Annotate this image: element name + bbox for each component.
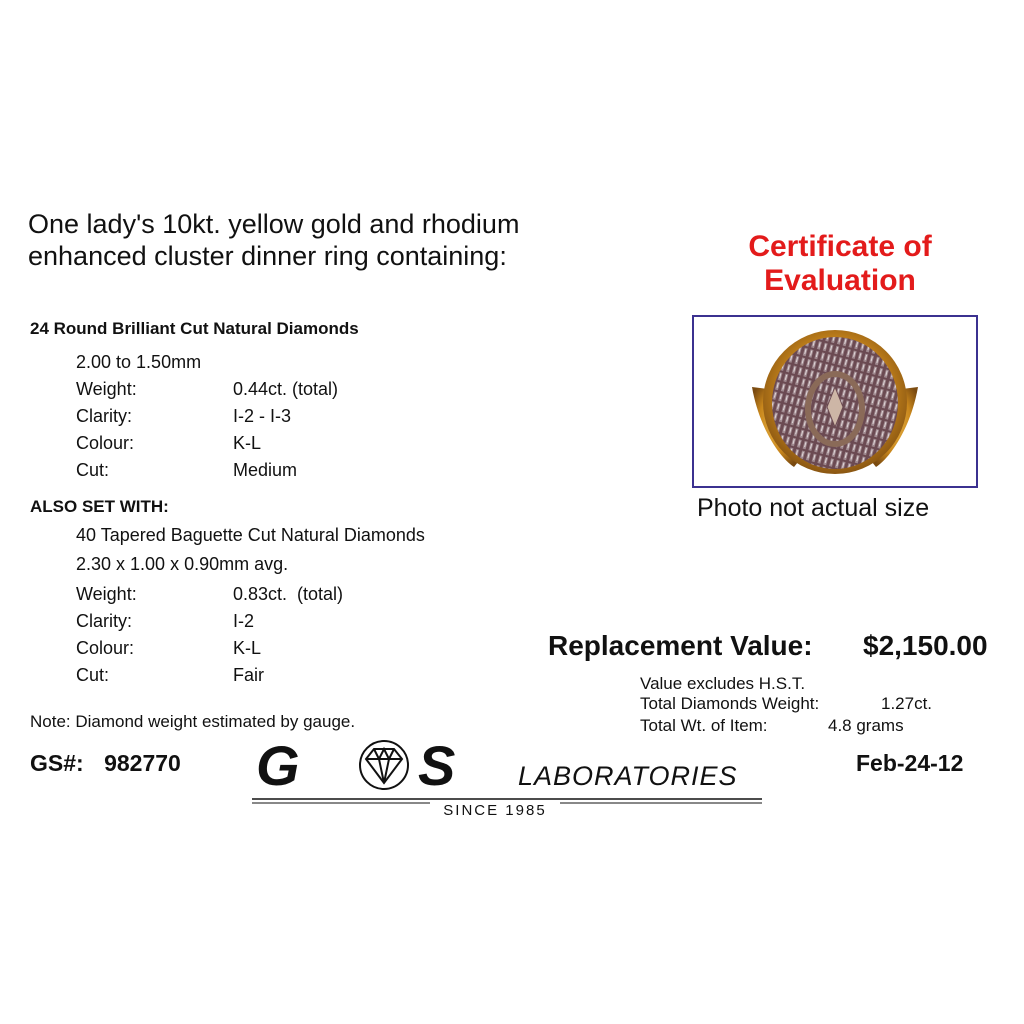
total-item-weight-value: 4.8 grams <box>828 716 904 735</box>
logo-since: SINCE 1985 <box>443 802 547 819</box>
certificate-date: Feb-24-12 <box>856 750 964 776</box>
primary-weight-row <box>0 379 500 403</box>
diamond-icon <box>360 741 408 789</box>
secondary-diamonds-subtitle: 40 Tapered Baguette Cut Natural Diamonds <box>76 525 425 545</box>
secondary-diamonds-size: 2.30 x 1.00 x 0.90mm avg. <box>76 554 289 574</box>
logo-letter-s: S <box>418 735 456 797</box>
row-value: K-L <box>233 433 262 453</box>
row-value: I-2 <box>233 611 255 631</box>
replacement-value <box>548 630 988 662</box>
total-item-weight <box>640 716 960 736</box>
gs-number-label: GS#: <box>30 750 84 776</box>
row-label: Clarity: <box>76 406 133 426</box>
ring-image <box>694 317 976 486</box>
secondary-clarity-row <box>0 611 500 635</box>
logo-laboratories: LABORATORIES <box>518 761 738 791</box>
row-label: Cut: <box>76 460 110 480</box>
row-value: 0.83ct. (total) <box>233 584 344 604</box>
gs-number-value: 982770 <box>104 750 181 776</box>
primary-diamonds-title: 24 Round Brilliant Cut Natural Diamonds <box>30 319 359 338</box>
replacement-value-amount: $2,150.00 <box>863 630 988 661</box>
row-label: Weight: <box>76 379 137 399</box>
primary-clarity-row <box>0 406 500 430</box>
gs-number <box>30 750 181 777</box>
row-label: Colour: <box>76 638 135 658</box>
row-label: Clarity: <box>76 611 133 631</box>
row-value: Medium <box>233 460 298 480</box>
replacement-value-label: Replacement Value: <box>548 630 813 661</box>
weight-note: Note: Diamond weight estimated by gauge. <box>30 712 356 731</box>
row-label: Cut: <box>76 665 110 685</box>
certificate-title-line-2: Evaluation <box>764 264 916 297</box>
certificate-title-line-1: Certificate of <box>748 230 932 263</box>
gs-laboratories-logo <box>250 735 770 825</box>
total-item-weight-label: Total Wt. of Item: <box>640 716 768 735</box>
total-diamonds-weight-label: Total Diamonds Weight: <box>640 694 820 713</box>
tax-note: Value excludes H.S.T. <box>640 674 806 693</box>
primary-cut-row <box>0 460 500 484</box>
item-description-line-1: One lady's 10kt. yellow gold and rhodium <box>28 209 520 239</box>
secondary-cut-row <box>0 665 500 689</box>
row-label: Colour: <box>76 433 135 453</box>
secondary-diamonds-title: ALSO SET WITH: <box>30 497 169 516</box>
certificate-title <box>700 230 980 298</box>
secondary-weight-row <box>0 584 500 608</box>
total-diamonds-weight <box>640 694 960 714</box>
row-value: 0.44ct. (total) <box>233 379 339 399</box>
row-value: I-2 - I-3 <box>233 406 292 426</box>
item-description-line-2: enhanced cluster dinner ring containing: <box>28 241 507 271</box>
secondary-colour-row <box>0 638 500 662</box>
ring-photo <box>692 315 978 488</box>
photo-caption: Photo not actual size <box>697 494 930 522</box>
total-diamonds-weight-value: 1.27ct. <box>881 694 933 713</box>
row-label: Weight: <box>76 584 137 604</box>
row-value: Fair <box>233 665 264 685</box>
row-value: K-L <box>233 638 262 658</box>
logo-letter-g: G <box>256 735 300 797</box>
item-description <box>28 208 519 272</box>
primary-diamonds-size: 2.00 to 1.50mm <box>76 352 202 372</box>
primary-colour-row <box>0 433 500 457</box>
logo-graphic <box>250 735 770 825</box>
